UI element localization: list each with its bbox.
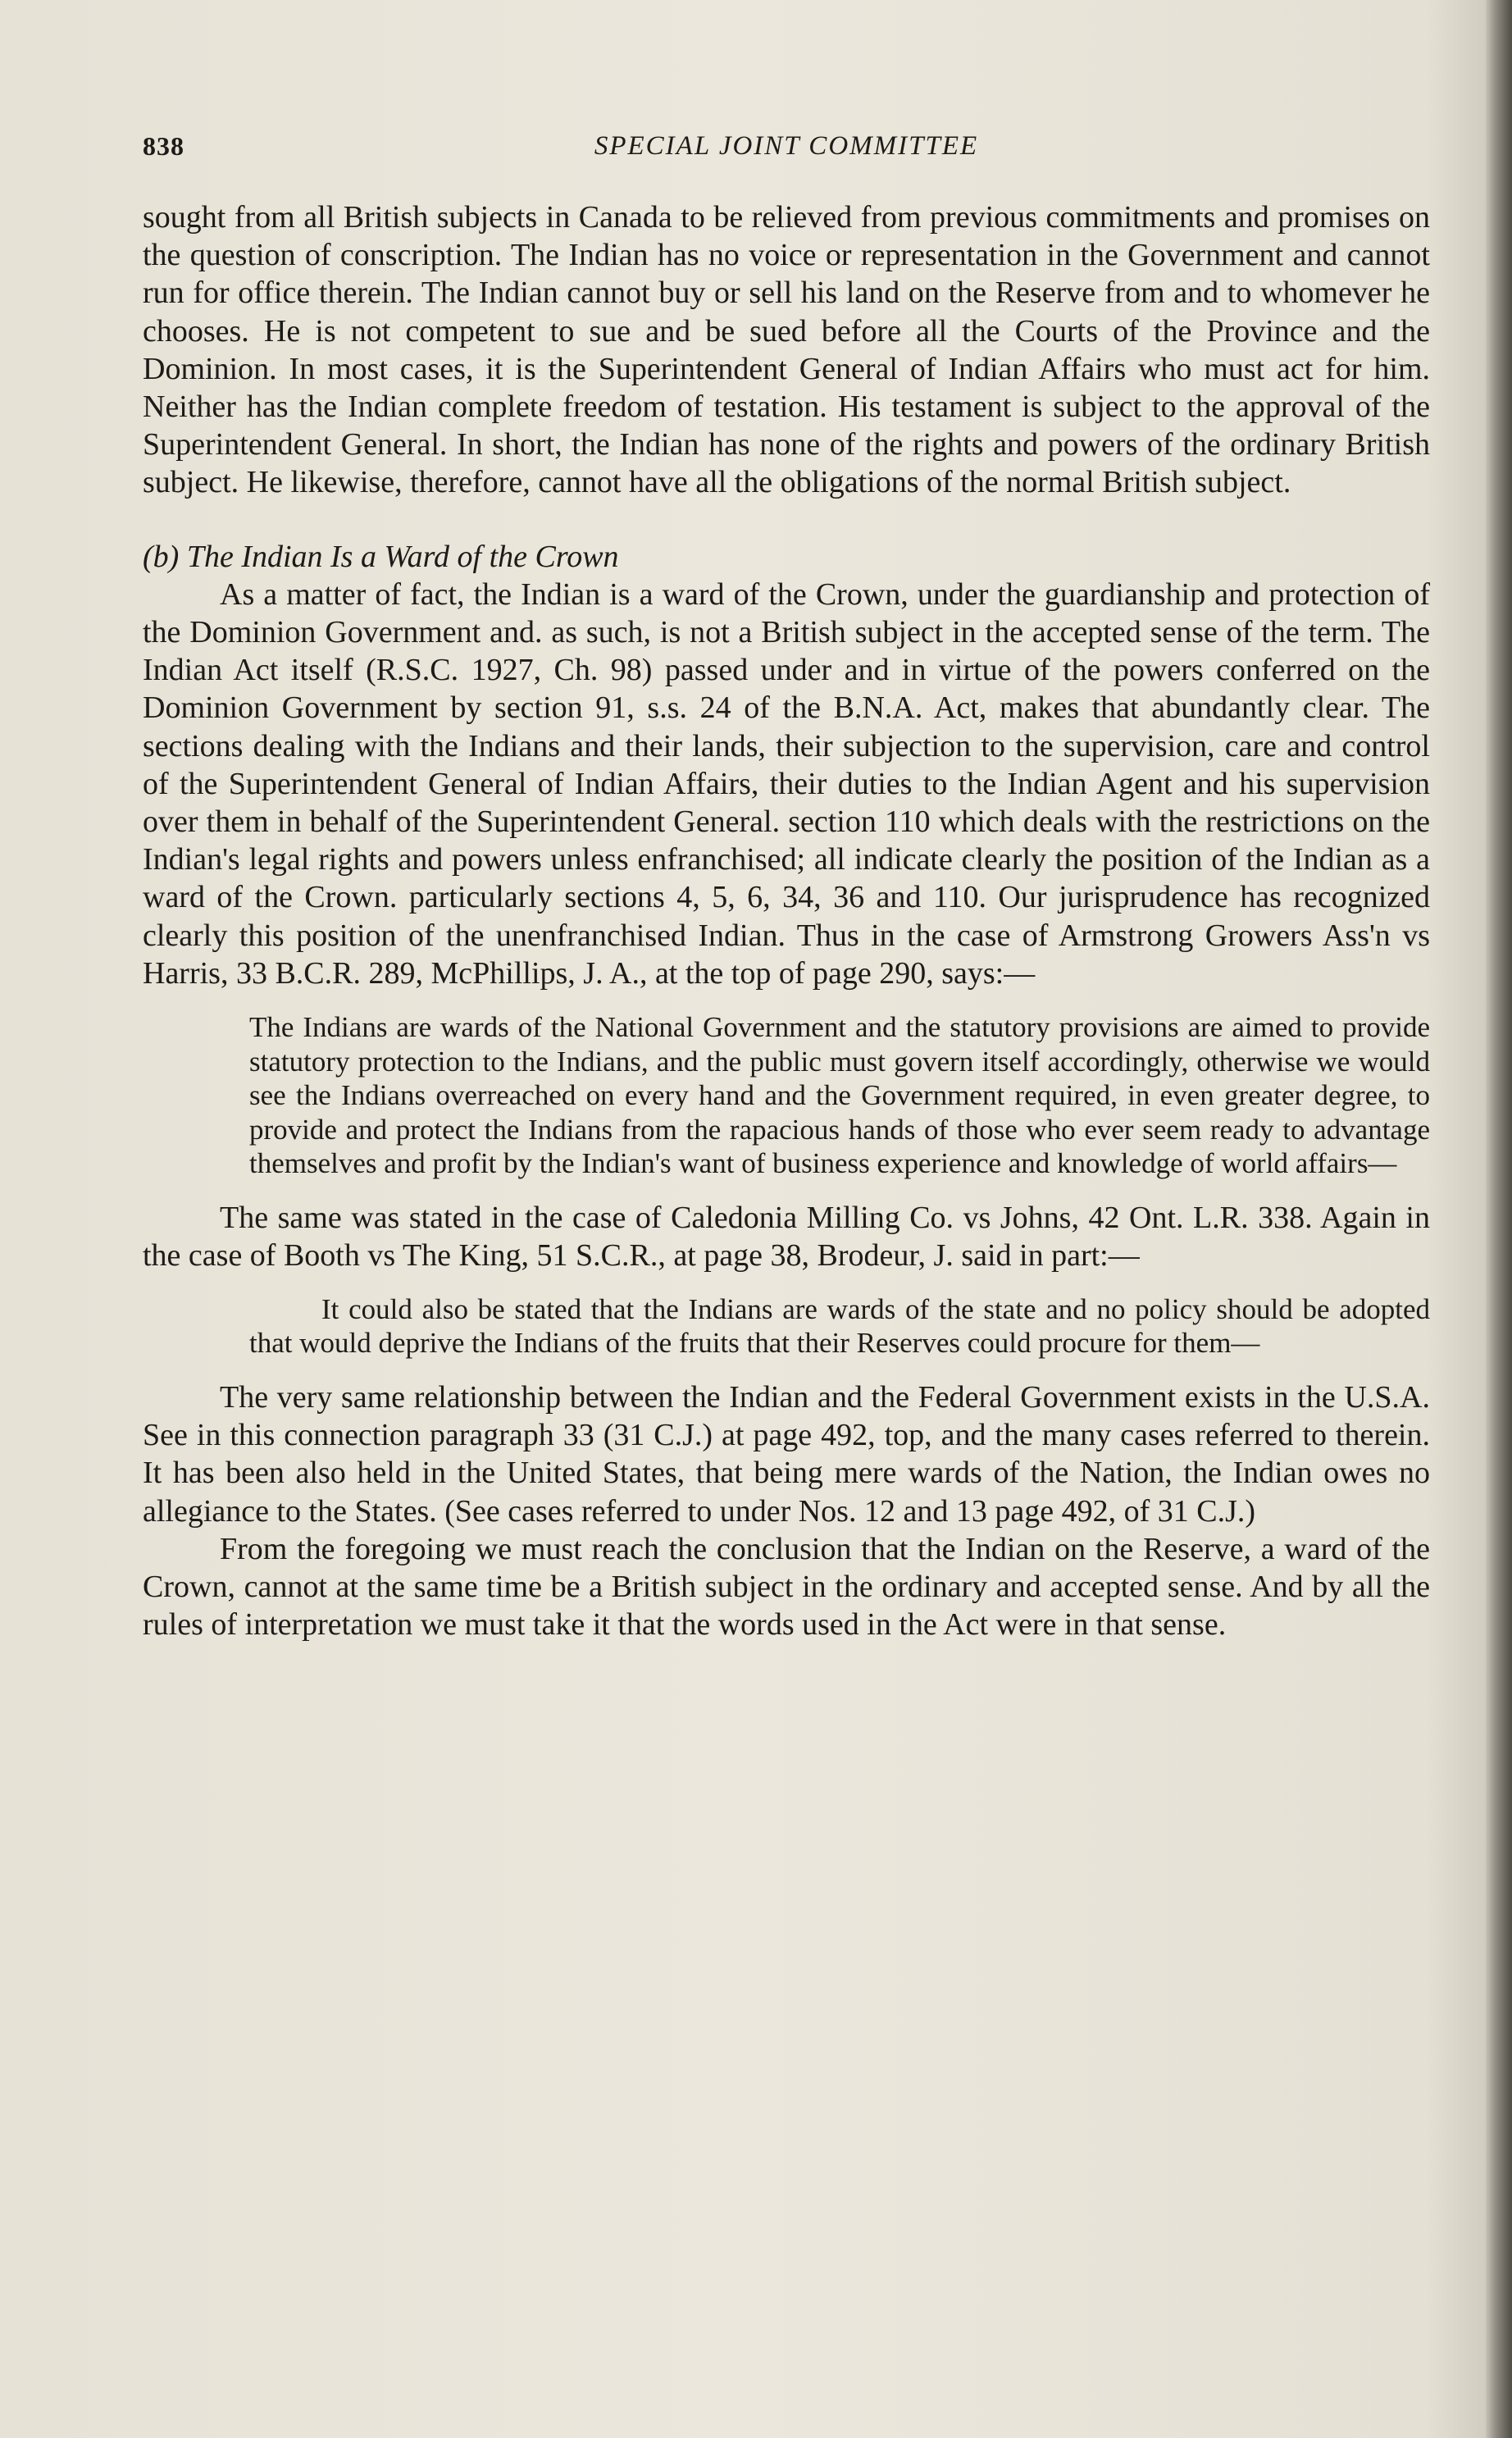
- section-title: The Indian Is a Ward of the Crown: [186, 539, 619, 574]
- block-quote-mcphillips: [249, 1010, 1430, 1181]
- quote-text: The Indians are wards of the National Government and the statutory provisions are aimed to provide statutory protection to the Indians, and the public must govern itself accordingly, otherwise we would see the Indians overreached on every hand and the Government required, in even greater degree, to provide and protect the Indians from the rapacious hands of those who ever seem ready to advantage themselves and profit by the Indian's want of business experience and knowledge of world affairs—: [249, 1011, 1430, 1180]
- page-number: 838: [143, 131, 184, 161]
- paragraph-continuation: sought from all British subjects in Canada to be relieved from previous commitments and promises on the question of conscription. The Indian has no voice or representation in the Government and cannot run for office therein. The Indian cannot buy or sell his land on the Reserve from and to whomever he chooses. He is not competent to sue and be sued before all the Courts of the Province and the Dominion. In most cases, it is the Superintendent General of Indian Affairs who must act for him. Neither has the Indian complete freedom of testation. His testament is subject to the approval of the Superintendent General. In short, the Indian has none of the rights and powers of the ordinary British subject. He likewise, therefore, cannot have all the obligations of the normal British subject.: [143, 200, 1430, 500]
- quote-text: It could also be stated that the Indians are wards of the state and no policy should be adopted that would deprive the Indians of the fruits that their Reserves could procure for them—: [249, 1292, 1430, 1360]
- paragraph-conclusion: From the foregoing we must reach the conclusion that the Indian on the Reserve, a ward of the Crown, cannot at the same time be a British subject in the ordinary and accepted sense. And by all the rules of interpretation we must take it that the words used in the Act were in that sense.: [143, 1531, 1430, 1643]
- document-body: [143, 198, 1430, 1643]
- page-header: [143, 131, 1430, 174]
- block-quote-brodeur: [249, 1292, 1430, 1360]
- section-label: (b): [143, 539, 180, 574]
- paragraph-ward-of-crown: As a matter of fact, the Indian is a ward of the Crown, under the guardianship and protection of the Dominion Government and. as such, is not a British subject in the accepted sense of the term. The Indian Act itself (R.S.C. 1927, Ch. 98) passed under and in virtue of the powers conferred on the Dominion Government by section 91, s.s. 24 of the B.N.A. Act, makes that abundantly clear. The sections dealing with the Indians and their lands, their subjection to the supervision, care and control of the Superintendent General of Indian Affairs, their duties to the Indian Agent and his supervision over them in behalf of the Superintendent General. section 110 which deals with the restrictions on the Indian's legal rights and powers unless enfranchised; all indicate clearly the position of the Indian as a ward of the Crown. particularly sections 4, 5, 6, 34, 36 and 110. Our jurisprudence has recognized clearly this position of the unenfranchised Indian. Thus in the case of Armstrong Growers Ass'n vs Harris, 33 B.C.R. 289, McPhillips, J. A., at the top of page 290, says:—: [143, 576, 1430, 991]
- paragraph-usa: The very same relationship between the Indian and the Federal Government exists in the U.S.A. See in this connection paragraph 33 (31 C.J.) at page 492, top, and the many cases referred to therein. It has been also held in the United States, that being mere wards of the Nation, the Indian owes no allegiance to the States. (See cases referred to under Nos. 12 and 13 page 492, of 31 C.J.): [143, 1379, 1430, 1529]
- section-heading: [143, 538, 1430, 576]
- page-binding-edge: [1486, 0, 1512, 2438]
- running-title: SPECIAL JOINT COMMITTEE: [594, 131, 979, 161]
- paragraph-caledonia: The same was stated in the case of Caledonia Milling Co. vs Johns, 42 Ont. L.R. 338. Again in the case of Booth vs The King, 51 S.C.R., at page 38, Brodeur, J. said in part:—: [143, 1200, 1430, 1273]
